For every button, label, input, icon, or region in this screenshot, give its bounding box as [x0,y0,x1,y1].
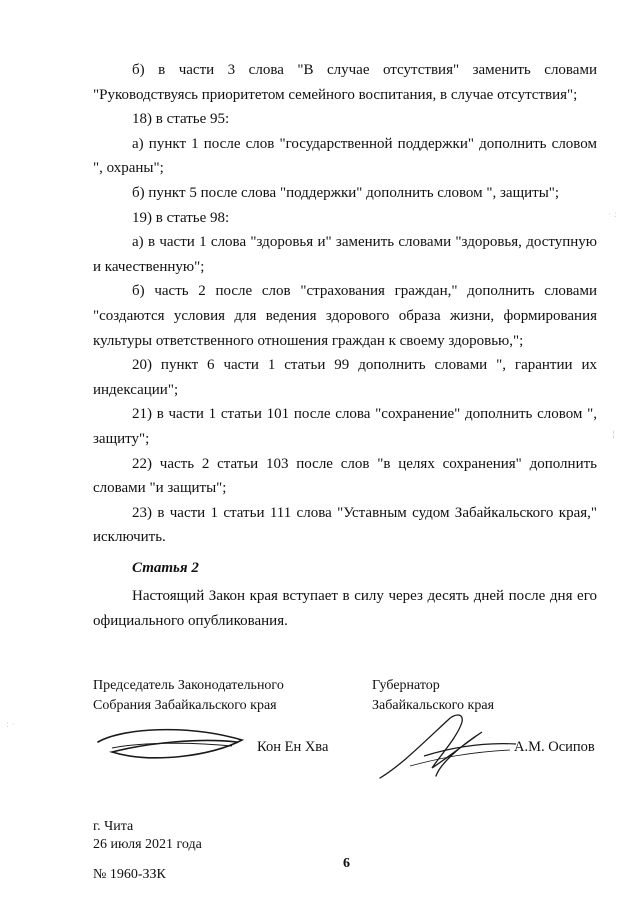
left-signatory-title [93,676,284,716]
amendment-paragraph: 19) в статье 98: [132,209,230,226]
article-text: Настоящий Закон края вступает в силу через десять дней после дня его официального опубликования. [93,588,597,630]
margin-speck: ¦ [612,430,616,440]
left-title-line2: Собрания Забайкальского края [93,698,277,713]
left-handwritten-signature [92,712,252,772]
law-body-text [93,58,597,634]
signing-date: 26 июля 2021 года [93,837,202,852]
margin-speck: · : [608,210,617,220]
page-number: 6 [343,856,350,871]
left-signatory-name: Кон Ен Хва [257,739,329,755]
right-handwritten-signature [370,706,520,786]
place-and-date [93,818,202,854]
amendment-paragraph: а) пункт 1 после слов "государственной поддержки" дополнить словом ", охраны"; [93,135,597,177]
amendment-paragraph: 20) пункт 6 части 1 статьи 99 дополнить словами ", гарантии их индексации"; [93,357,597,398]
right-title-line2: Забайкальского края [372,698,495,713]
amendment-paragraph: б) часть 2 после слов "страхования граждан," дополнить словами "создаются условия для ведения здорового образа жизни, формирования культуры ответственного отношения граждан к своему здоровью,"; [93,283,597,349]
document-number: № 1960-ЗЗК [93,867,166,882]
amendment-paragraph: а) в части 1 слова "здоровья и" заменить словами "здоровья, доступную и качественную"; [93,234,597,275]
article-heading: Статья 2 [132,559,199,576]
amendment-paragraph: 18) в статье 95: [132,111,230,128]
city-name: г. Чита [93,819,134,834]
amendment-paragraph: 21) в части 1 статьи 101 после слова "сохранение" дополнить словом ", защиту"; [93,406,597,447]
margin-speck: : · [6,720,15,730]
left-title-line1: Председатель Законодательного [93,678,284,693]
amendment-paragraph: б) пункт 5 после слова "поддержки" дополнить словом ", защиты"; [132,184,560,201]
amendment-paragraph: б) в части 3 слова "В случае отсутствия" заменить словами "Руководствуясь приоритетом семейного воспитания, в случае отсутствия"; [93,62,597,103]
right-title-line1: Губернатор [372,678,440,693]
right-signatory-name: А.М. Осипов [514,739,595,755]
amendment-paragraph: 22) часть 2 статьи 103 после слов "в целях сохранения" дополнить словами "и защиты"; [93,455,597,497]
amendment-paragraph: 23) в части 1 статьи 111 слова "Уставным судом Забайкальского края," исключить. [93,504,597,546]
